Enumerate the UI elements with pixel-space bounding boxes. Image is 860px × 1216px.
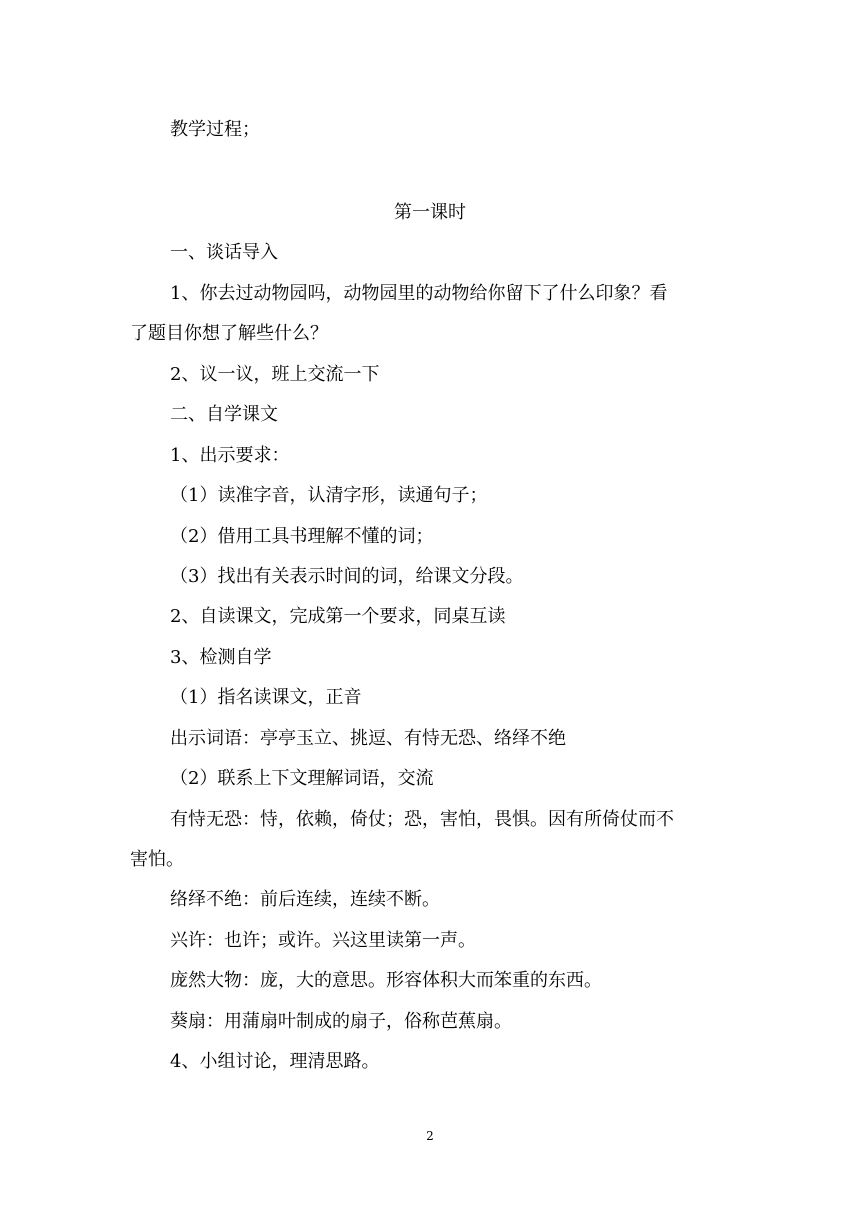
definition-line: 络绎不绝：前后连续，连续不断。 [170,889,440,910]
list-item: （2）联系上下文理解词语，交流 [170,768,434,789]
lesson-title: 第一课时 [394,202,466,223]
list-item: （1）指名读课文，正音 [170,687,362,708]
definition-line: 兴许：也许；或许。兴这里读第一声。 [170,930,476,951]
list-item: （2）借用工具书理解不懂的词； [170,526,434,547]
paragraph-line: 出示词语：亭亭玉立、挑逗、有恃无恐、络绎不绝 [170,728,566,749]
definition-line: 有恃无恐：恃，依赖，倚仗；恐，害怕，畏惧。因有所倚仗而不 [170,809,674,830]
definition-line: 葵扇：用蒲扇叶制成的扇子，俗称芭蕉扇。 [170,1011,512,1032]
definition-line: 害怕。 [130,849,184,870]
paragraph-line: 2、自读课文，完成第一个要求，同桌互读 [170,606,506,627]
list-item: （1）读准字音，认清字形，读通句子； [170,485,488,506]
page-number: 2 [426,1129,434,1143]
definition-line: 庞然大物：庞，大的意思。形容体积大而笨重的东西。 [170,970,602,991]
paragraph-line: 2、议一议，班上交流一下 [170,364,380,385]
paragraph-line: 1、出示要求： [170,445,290,466]
paragraph-line: 3、检测自学 [170,647,272,668]
section-heading: 一、谈话导入 [170,242,278,263]
section-heading-teaching-process: 教学过程； [170,119,260,140]
list-item: （3）找出有关表示时间的词，给课文分段。 [170,566,524,587]
paragraph-line: 了题目你想了解些什么？ [130,323,328,344]
paragraph-line: 4、小组讨论，理清思路。 [170,1051,380,1072]
paragraph-line: 1、你去过动物园吗，动物园里的动物给你留下了什么印象？看 [170,283,668,304]
section-heading: 二、自学课文 [170,404,278,425]
